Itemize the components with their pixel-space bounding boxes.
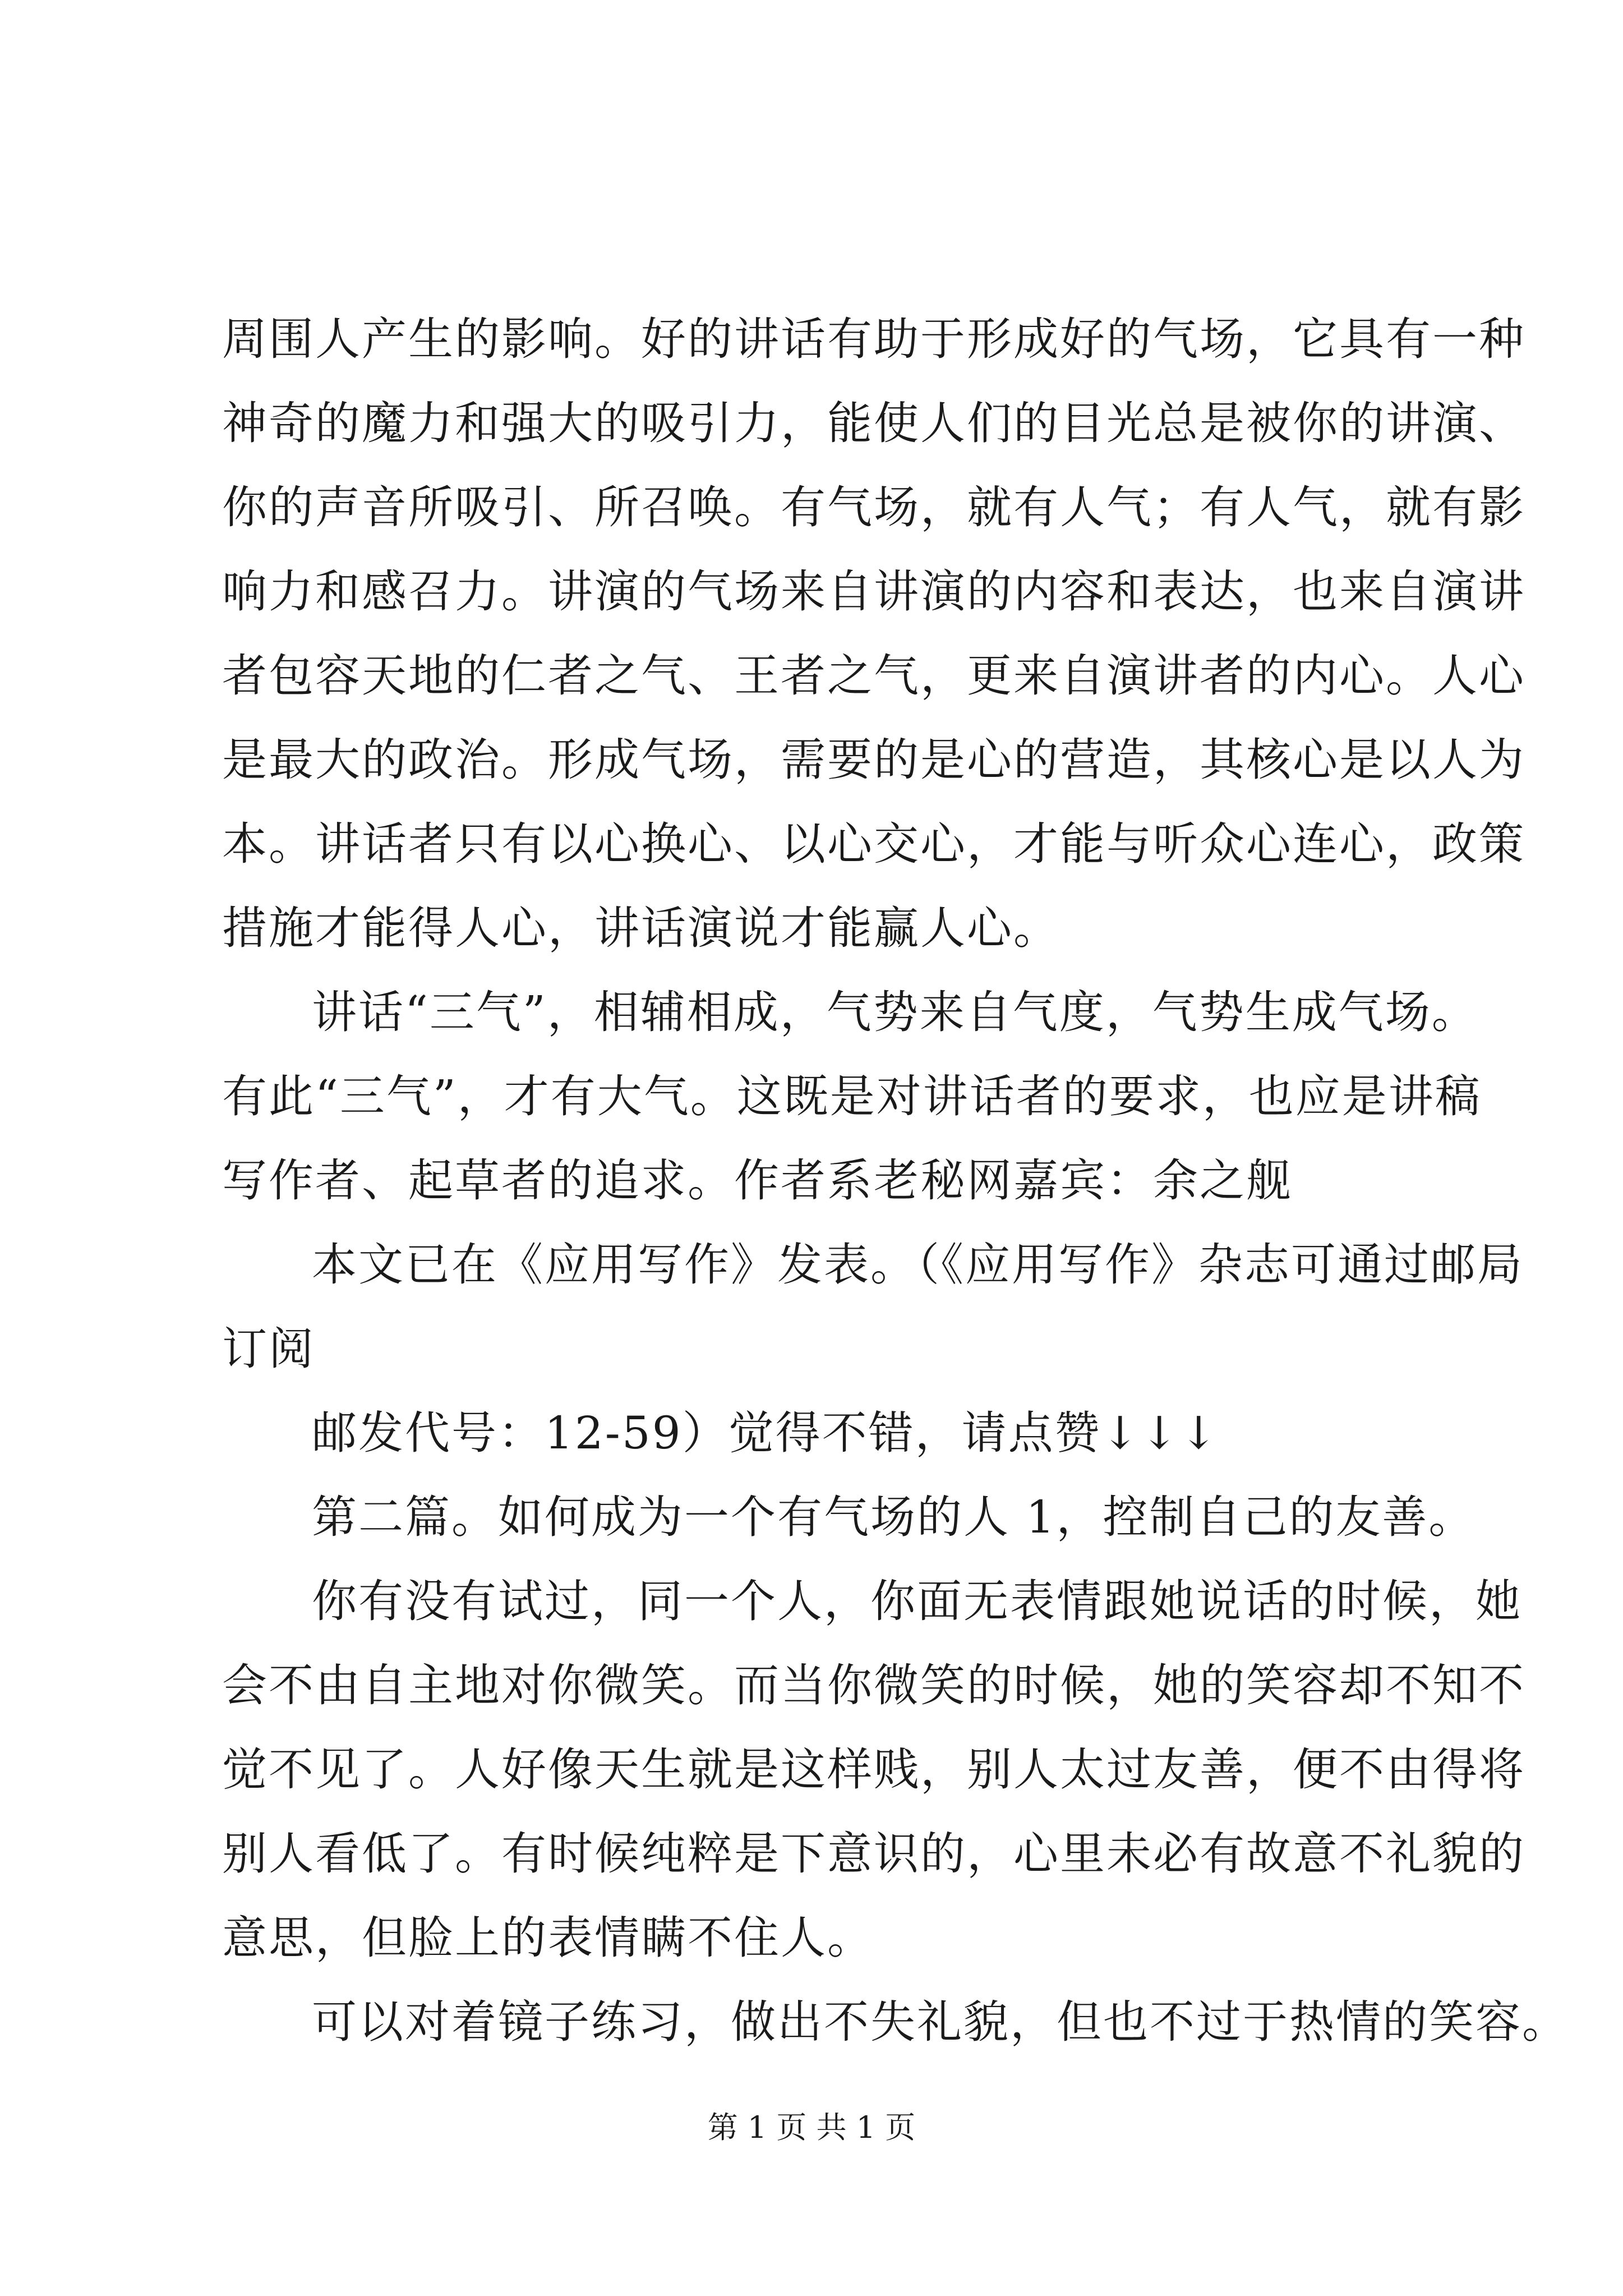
paragraph [222,297,1525,970]
section-heading: 第二篇。如何成为一个有气场的人 1，控制自己的友善。 [312,1491,1476,1543]
text-line: 响力和感召力。讲演的气场来自讲演的内容和表达，也来自演讲 [222,565,1525,618]
paragraph [222,1475,1476,1559]
text-line: 会不由自主地对你微笑。而当你微笑的时候，她的笑容却不知不 [222,1659,1525,1711]
text-line: 邮发代号：12-59）觉得不错，请点赞↓↓↓ [312,1407,1219,1459]
paragraph [222,1980,1569,2064]
text-line: 别人看低了。有时候纯粹是下意识的，心里未必有故意不礼貌的 [222,1828,1525,1880]
text-line: 者包容天地的仁者之气、王者之气，更来自演讲者的内心。人心 [222,650,1525,702]
text-line: 订阅 [222,1323,315,1375]
text-line: 本文已在《应用写作》发表。（《应用写作》杂志可通过邮局 [312,1239,1524,1291]
text-line: 有此“三气”，才有大气。这既是对讲话者的要求，也应是讲稿 [222,1070,1482,1122]
text-line: 神奇的魔力和强大的吸引力，能使人们的目光总是被你的讲演、 [222,397,1525,449]
paragraph [222,970,1482,1223]
text-line: 你的声音所吸引、所召唤。有气场，就有人气；有人气，就有影 [222,481,1525,533]
text-line: 你有没有试过，同一个人，你面无表情跟她说话的时候，她 [312,1575,1522,1627]
text-line: 讲话“三气”，相辅相成，气势来自气度，气势生成气场。 [312,986,1478,1038]
text-line: 觉不见了。人好像天生就是这样贱，别人太过友善，便不由得将 [222,1743,1525,1796]
text-line: 写作者、起草者的追求。作者系老秘网嘉宾：余之舰 [222,1154,1293,1207]
paragraph [222,1223,1524,1391]
text-line: 周围人产生的影响。好的讲话有助于形成好的气场，它具有一种 [222,313,1525,365]
text-line: 措施才能得人心，讲话演说才能赢人心。 [222,902,1060,954]
text-line: 是最大的政治。形成气场，需要的是心的营造，其核心是以人为 [222,734,1525,786]
document-body [222,297,1569,2064]
paragraph [222,1391,1439,1475]
text-line: 意思，但脸上的表情瞒不住人。 [222,1912,874,1964]
page-footer: 第 1 页 共 1 页 [707,2110,916,2145]
paragraph [222,1559,1525,1980]
text-line: 本。讲话者只有以心换心、以心交心，才能与听众心连心，政策 [222,818,1525,870]
text-line: 可以对着镜子练习，做出不失礼貌，但也不过于热情的笑容。 [312,1996,1569,2048]
